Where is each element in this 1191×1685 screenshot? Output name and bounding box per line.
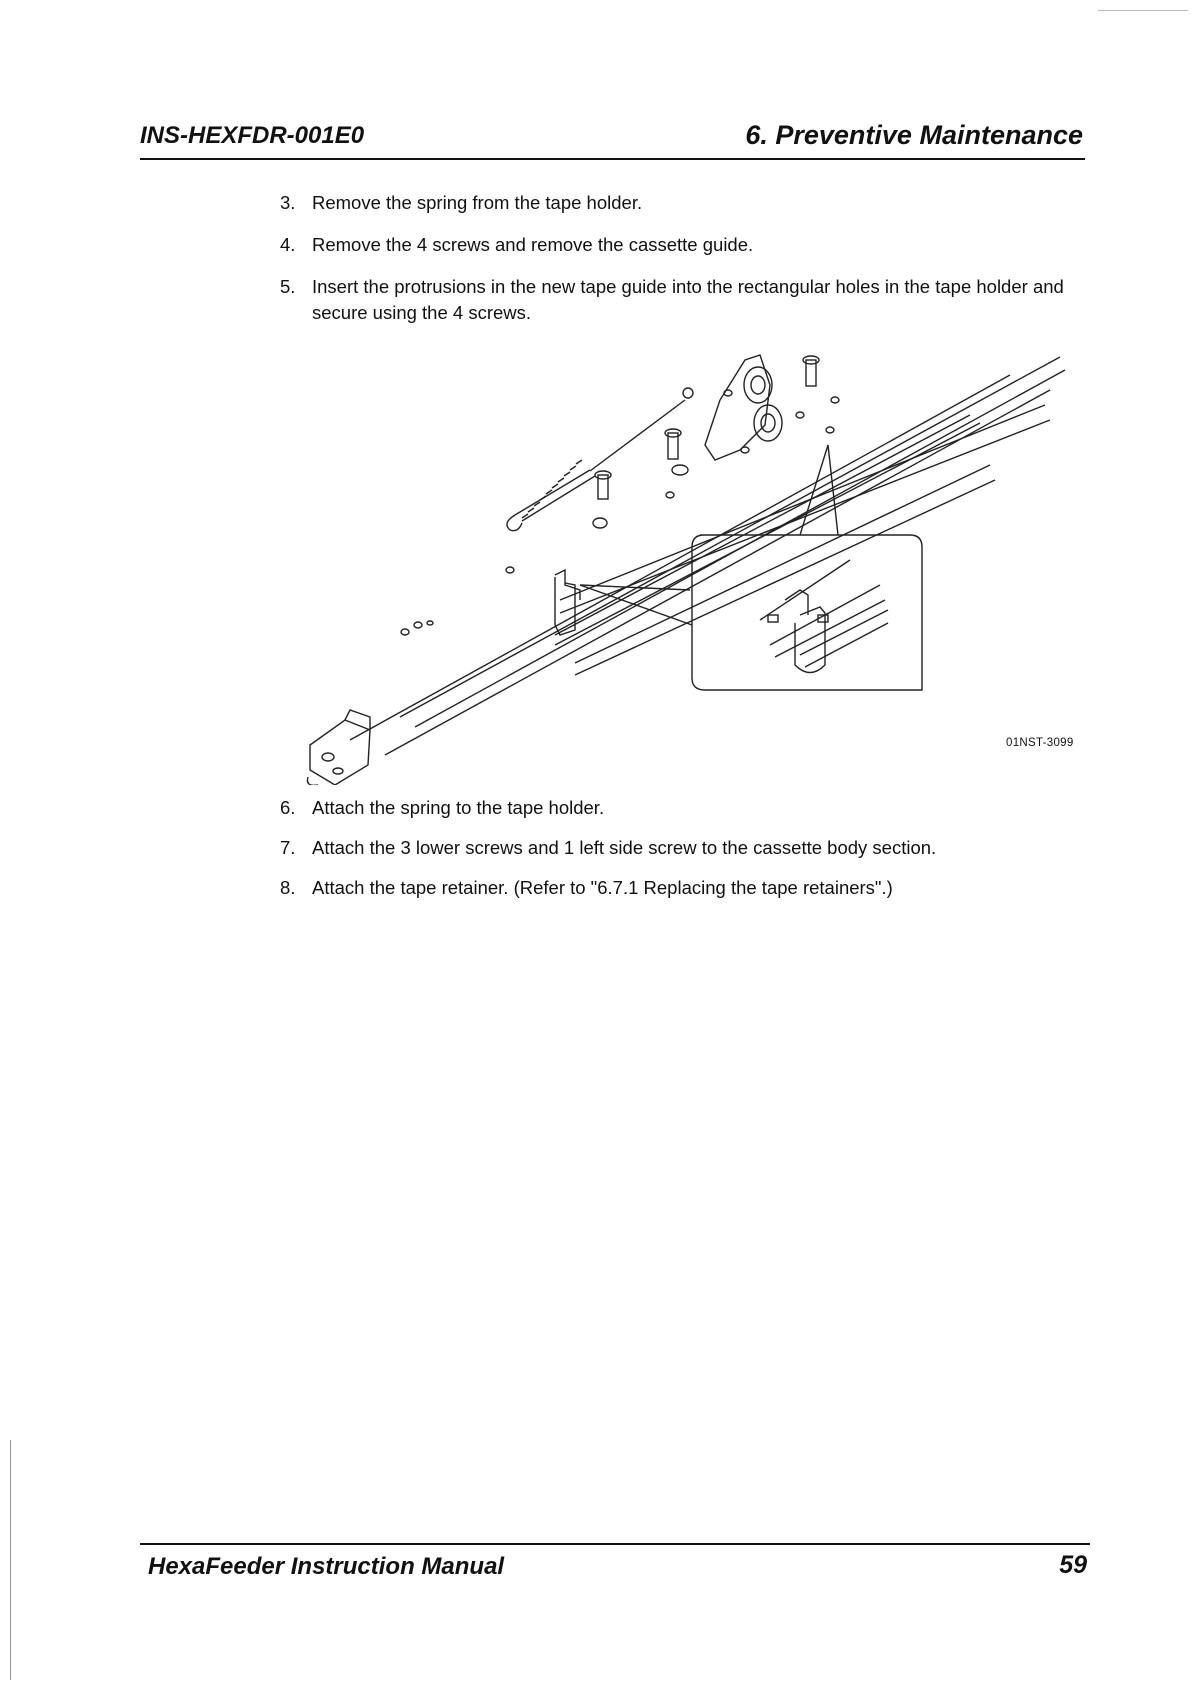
step-text: Attach the tape retainer. (Refer to "6.7.1 Replacing the tape retainers".) (312, 877, 893, 898)
figure-id: 01NST-3099 (1006, 737, 1074, 749)
manual-title: HexaFeeder Instruction Manual (148, 1553, 505, 1580)
step-5 (280, 274, 1080, 326)
header-rule (140, 158, 1085, 160)
step-8 (280, 875, 1080, 901)
footer-rule (140, 1543, 1090, 1545)
scan-artifact (10, 1440, 11, 1680)
tape-holder-diagram (290, 345, 1090, 785)
step-text: Attach the 3 lower screws and 1 left side screw to the cassette body section. (312, 837, 937, 858)
section-title: 6. Preventive Maintenance (745, 120, 1083, 150)
step-7 (280, 835, 1080, 861)
rail-assembly (307, 357, 1065, 785)
step-number: 5. (280, 276, 296, 297)
step-number: 4. (280, 234, 296, 255)
step-number: 8. (280, 877, 296, 898)
step-text: Remove the spring from the tape holder. (312, 192, 643, 213)
step-number: 3. (280, 192, 296, 213)
step-4 (280, 232, 1080, 258)
screws (595, 356, 819, 499)
scan-artifact (1098, 10, 1188, 11)
step-number: 7. (280, 837, 296, 858)
step-text: Insert the protrusions in the new tape guide into the rectangular holes in the tape holder and secure using the 4 screws. (312, 276, 1064, 323)
document-id: INS-HEXFDR-001E0 (140, 122, 365, 149)
spring (507, 388, 693, 531)
detail-callout (692, 535, 922, 690)
step-number: 6. (280, 797, 296, 818)
step-6 (280, 795, 1080, 821)
step-text: Attach the spring to the tape holder. (312, 797, 605, 818)
page-number: 59 (1059, 1551, 1087, 1579)
roller-bracket (705, 355, 782, 460)
step-3 (280, 190, 1080, 216)
step-text: Remove the 4 screws and remove the cassette guide. (312, 234, 754, 255)
